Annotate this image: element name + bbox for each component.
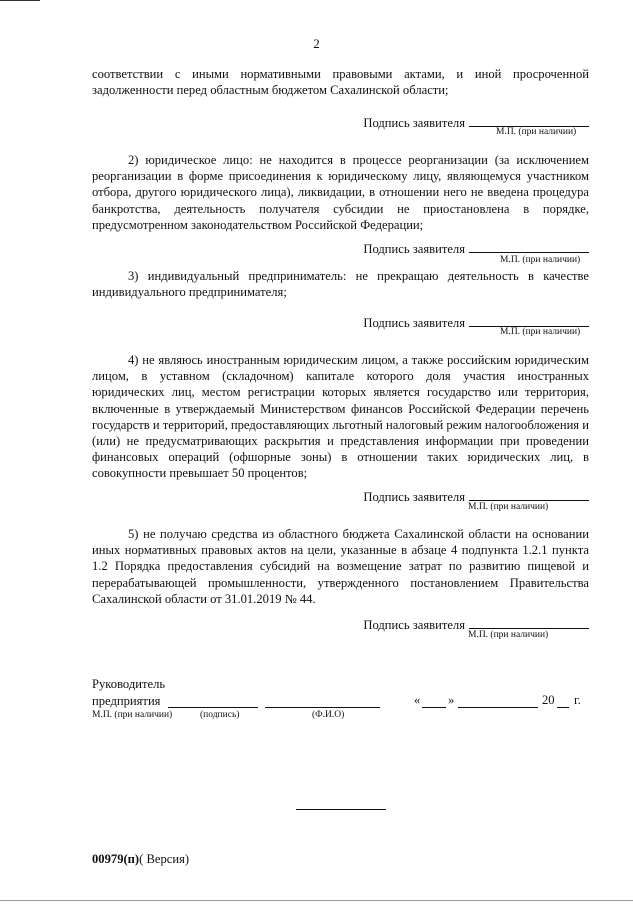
signature-line [469, 314, 589, 327]
paragraph-4-foreign-entity: 4) не являюсь иностранным юридическим лицом, а также российским юридическим лицом, в уставном (складочном) капитале которого доля участия иностранных юридических лиц, местом регистрации которых является государство или территория, включенные в утверждаемый Министерством финансов Российской Федерации перечень государств и территорий, предоставляющих льготный налоговый режим налогообложения и (или) не предусматривающих раскрытия и представления информации при проведении финансовых операций (офшорные зоны) в отношении таких юридических лиц, в совокупности превышает 50 процентов; [92, 353, 589, 481]
paragraph-1-continuation: соответствии с иными нормативными правовыми актами, и иной просроченной задолженности перед областным бюджетом Сахалинской области; [92, 67, 589, 98]
head-label-line1: Руководитель [92, 677, 166, 691]
year-suffix: г. [574, 693, 581, 707]
date-close-quote: » [448, 693, 455, 707]
signature-line [469, 114, 589, 127]
stamp-note-5: М.П. (при наличии) [468, 630, 549, 640]
signature-label: Подпись заявителя [363, 490, 465, 504]
stamp-note-2: М.П. (при наличии) [500, 255, 581, 265]
signature-label: Подпись заявителя [363, 316, 465, 330]
year-field-line [557, 707, 569, 708]
signature-field-line [168, 707, 258, 708]
stamp-note-3: М.П. (при наличии) [500, 327, 581, 337]
stamp-note-4: М.П. (при наличии) [468, 502, 549, 512]
signature-label: Подпись заявителя [363, 618, 465, 632]
scan-edge-mark-bottom [0, 900, 633, 901]
day-field-line [422, 707, 446, 708]
paragraph-3-entrepreneur: 3) индивидуальный предприниматель: не прекращаю деятельность в качестве индивидуального предпринимателя; [92, 269, 589, 300]
signature-label: Подпись заявителя [363, 116, 465, 130]
signature-caption: (подпись) [200, 710, 240, 720]
signature-label: Подпись заявителя [363, 242, 465, 256]
footer-stamp-note: М.П. (при наличии) [92, 710, 173, 720]
signature-line [469, 240, 589, 253]
year-prefix: 20 [542, 693, 555, 707]
signature-line [469, 616, 589, 629]
signature-line [469, 488, 589, 501]
separator-line [296, 809, 386, 810]
paragraph-2-legal-entity: 2) юридическое лицо: не находится в процессе реорганизации (за исключением реорганизации в форме присоединения к юридическому лицу, являющемуся участником отбора, другого юридического лица), ликвидации, в отношении него не введена процедура банкротства, деятельность получателя субсидии не приостановлена в порядке, предусмотренном законодательством Российской Федерации; [92, 153, 589, 232]
name-caption: (Ф.И.О) [312, 710, 345, 720]
head-label-line2: предприятия [92, 694, 161, 708]
document-code-version: ( Версия) [139, 852, 190, 866]
name-field-line [265, 707, 380, 708]
document-code-number: 00979(п) [92, 852, 140, 866]
document-code [92, 852, 189, 867]
scan-edge-mark-top [0, 0, 40, 1]
page-number: 2 [313, 36, 320, 51]
paragraph-5-budget-funds: 5) не получаю средства из областного бюджета Сахалинской области на основании иных нормативных правовых актов на цели, указанные в абзаце 4 подпункта 1.2.1 пункта 1.2 Порядка предоставления субсидий на возмещение затрат по развитию пищевой и перерабатывающей промышленности, утвержденного постановлением Правительства Сахалинской области от 31.01.2019 № 44. [92, 527, 589, 606]
month-field-line [458, 707, 538, 708]
stamp-note-1: М.П. (при наличии) [496, 127, 577, 137]
date-open-quote: « [414, 693, 421, 707]
